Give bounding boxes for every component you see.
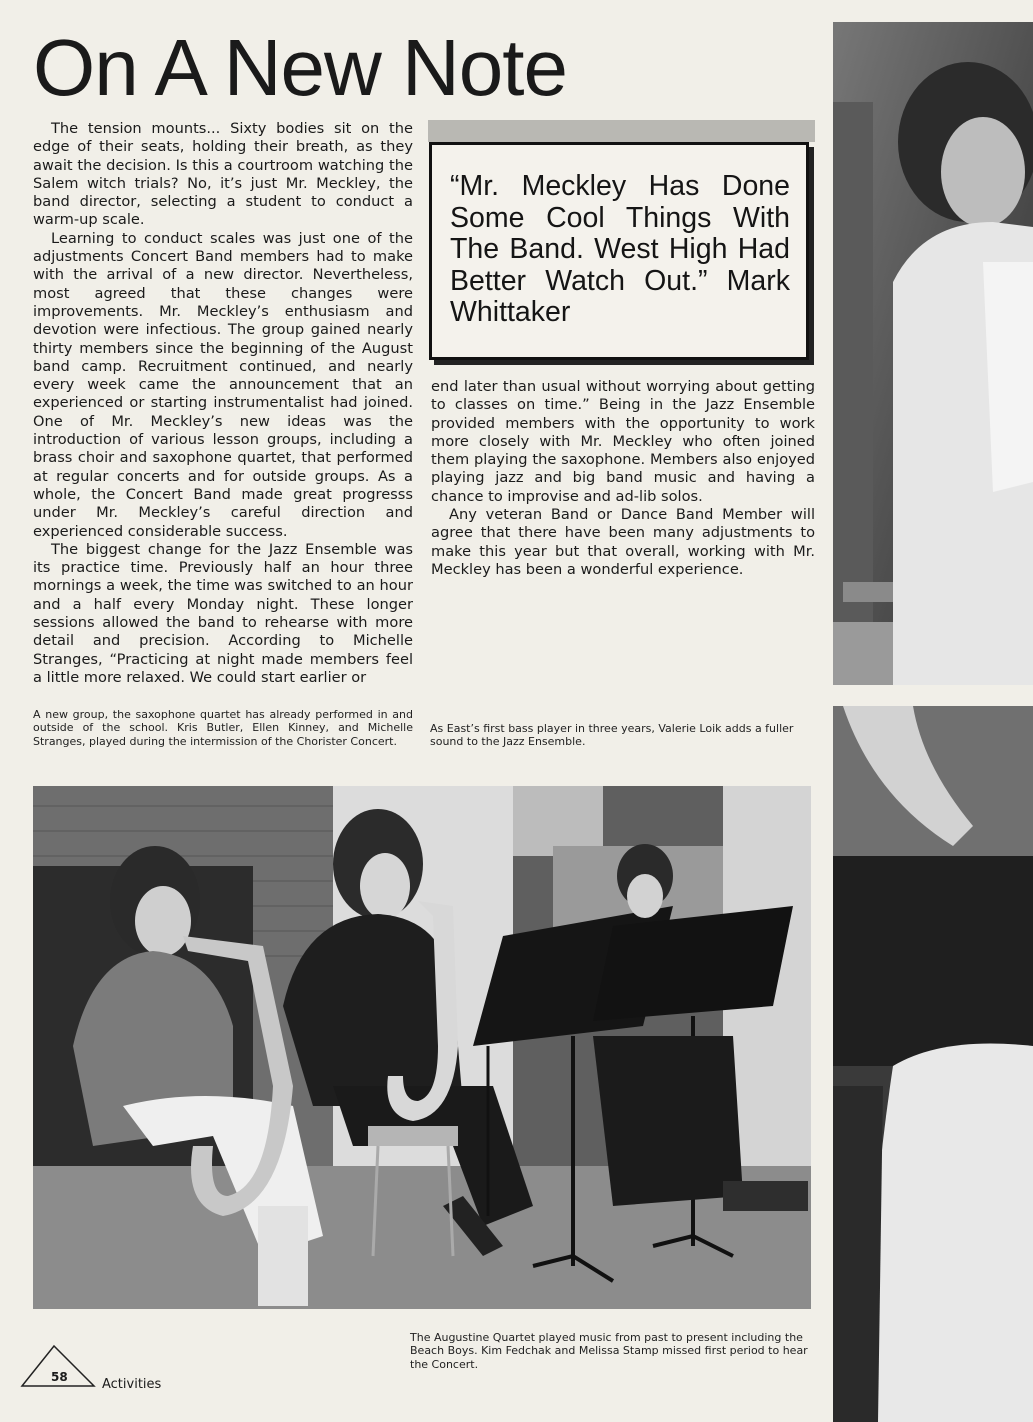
photo-saxophone-quartet	[33, 786, 811, 1309]
pull-quote-box	[429, 142, 809, 360]
pull-quote-bar	[428, 120, 815, 142]
paragraph: The biggest change for the Jazz Ensemble was its practice time. Previously half an hour three mornings a week, the time was switched to an hour and a half every Monday night. These longer sessions allowed the band to rehearse with more detail and precision. According to Michelle Stranges, “Practicing at night made members feel a little more relaxed. We could start earlier or	[33, 540, 413, 686]
page-footer	[18, 1340, 168, 1400]
photo-student-portrait	[833, 22, 1033, 685]
paragraph: The tension mounts... Sixty bodies sit on the edge of their seats, holding their breath, as they await the decision. Is this a courtroom watching the Salem witch trials? No, it’s just Mr. Meckley, the band director, selecting a student to conduct a warm-up scale.	[33, 120, 413, 229]
pull-quote: “Mr. Meckley Has Done Some Cool Things With The Band. West High Had Better Watch Out.” Mark Whittaker	[450, 170, 790, 328]
paragraph: end later than usual without worrying about getting to classes on time.” Being in the Jazz Ensemble provided members with the opportunity to work more closely with Mr. Meckley who often joined them playing the saxophone. Members also enjoyed playing jazz and big band music and having a chance to improvise and ad-lib solos.	[431, 378, 815, 505]
caption-saxophone-quartet: A new group, the saxophone quartet has already performed in and outside of the school. Kris Butler, Ellen Kinney, and Michelle Stranges, played during the intermission of the Chorister Concert.	[33, 708, 413, 748]
section-label: Activities	[102, 1377, 162, 1392]
paragraph: Any veteran Band or Dance Band Member will agree that there have been many adjustments to make this year but that overall, working with Mr. Meckley has been a wonderful experience.	[431, 506, 815, 578]
article-column-right	[431, 378, 815, 579]
caption-bass-player: As East’s first bass player in three years, Valerie Loik adds a fuller sound to the Jazz Ensemble.	[430, 722, 794, 749]
article-column-left	[33, 120, 413, 687]
paragraph: Learning to conduct scales was just one of the adjustments Concert Band members had to make with the arrival of a new director. Nevertheless, most agreed that these changes were improvements. Mr. Meckley’s enthusiasm and devotion were infectious. The group gained nearly thirty members since the beginning of the August band camp. Recruitment continued, and nearly every week came the announcement that an experienced or starting instrumentalist had joined. One of Mr. Meckley’s new ideas was the introduction of various lesson groups, including a brass choir and saxophone quartet, that performed at regular concerts and for outside groups. As a whole, the Concert Band made great progresss under Mr. Meckley’s careful direction and experienced considerable success.	[33, 229, 413, 540]
page-number: 58	[51, 1370, 68, 1384]
photo-bass-player	[833, 706, 1033, 1422]
page-title: On A New Note	[33, 23, 567, 112]
caption-augustine-quartet: The Augustine Quartet played music from past to present including the Beach Boys. Kim Fedchak and Melissa Stamp missed first period to hear the Concert.	[410, 1331, 808, 1371]
